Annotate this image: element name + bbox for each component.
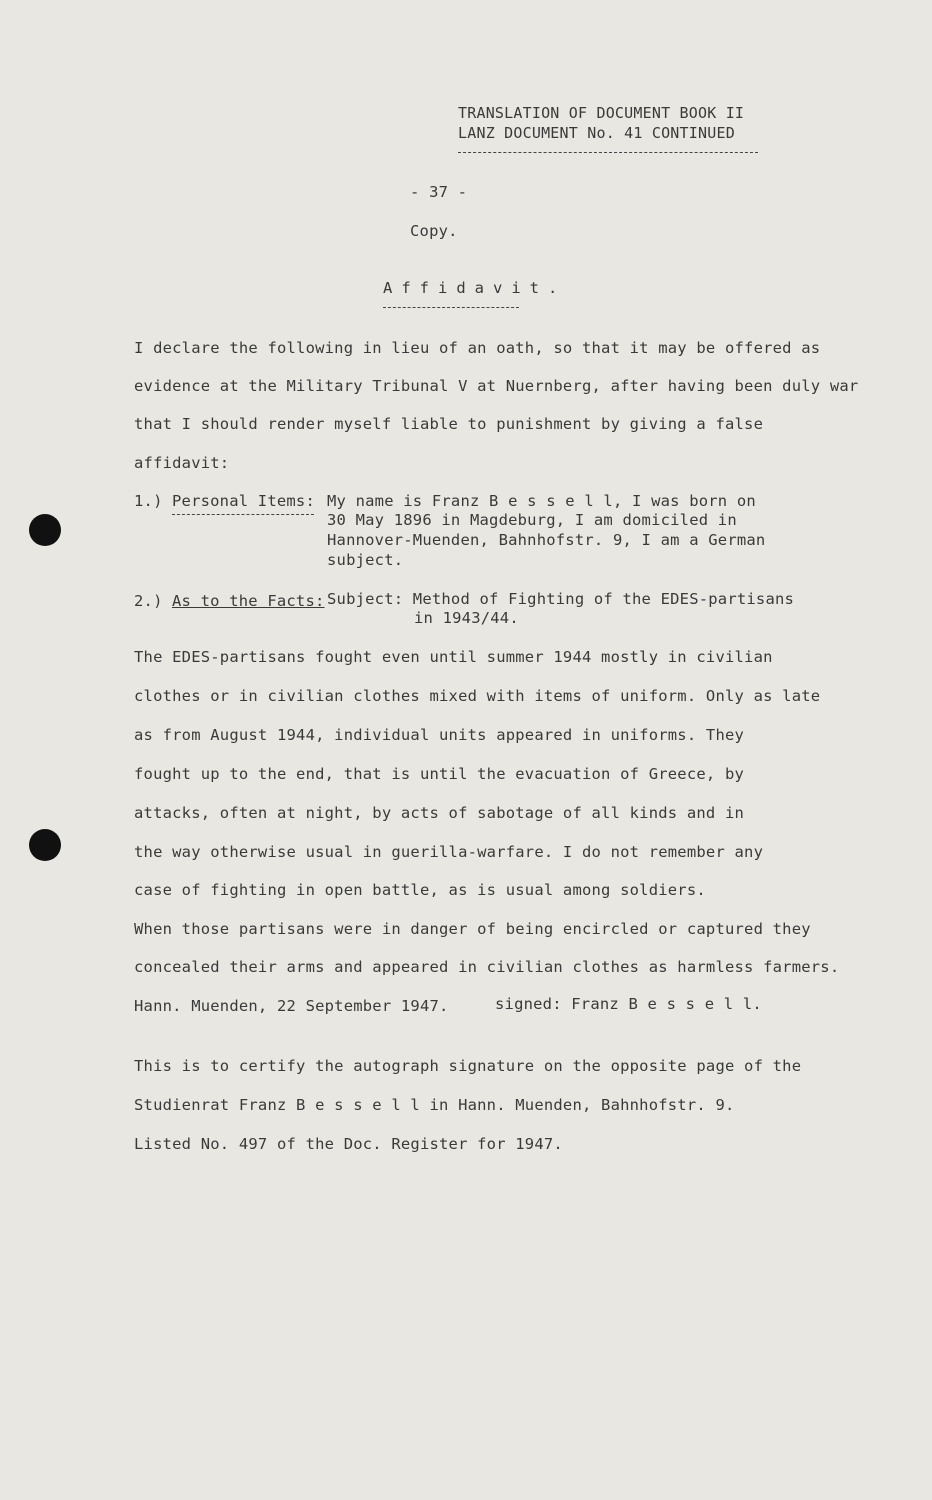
item-2-label: As to the Facts: xyxy=(172,592,325,610)
item-1-label: Personal Items: xyxy=(172,492,315,510)
intro-line: that I should render myself liable to punishment by giving a false xyxy=(134,415,764,433)
body-line: as from August 1944, individual units appeared in uniforms. They xyxy=(134,726,745,744)
title-rule xyxy=(383,307,519,308)
item-1-number: 1.) xyxy=(134,492,163,510)
intro-line: affidavit: xyxy=(134,454,230,472)
header-line-2: LANZ DOCUMENT No. 41 CONTINUED xyxy=(458,124,735,142)
page-number: - 37 - xyxy=(410,183,468,201)
item-1-line: subject. xyxy=(327,551,404,569)
signature-signed: signed: Franz B e s s e l l. xyxy=(495,995,762,1013)
body-line: attacks, often at night, by acts of sabotage of all kinds and in xyxy=(134,804,745,822)
affidavit-title: Affidavit. xyxy=(383,279,567,297)
punch-hole xyxy=(29,514,61,546)
body-line: the way otherwise usual in guerilla-warfare. I do not remember any xyxy=(134,843,764,861)
header-rule xyxy=(458,152,758,153)
item-1-line: 30 May 1896 in Magdeburg, I am domiciled in xyxy=(327,511,737,529)
body-line: When those partisans were in danger of being encircled or captured they xyxy=(134,920,811,938)
item-2-line: Subject: Method of Fighting of the EDES-partisans xyxy=(327,590,795,608)
certification-line: This is to certify the autograph signature on the opposite page of the xyxy=(134,1057,802,1075)
body-line: concealed their arms and appeared in civilian clothes as harmless farmers. xyxy=(134,958,840,976)
body-line: case of fighting in open battle, as is usual among soldiers. xyxy=(134,881,706,899)
body-line: fought up to the end, that is until the evacuation of Greece, by xyxy=(134,765,745,783)
header-line-1: TRANSLATION OF DOCUMENT BOOK II xyxy=(458,104,745,122)
item-2-line: in 1943/44. xyxy=(414,609,519,627)
certification-line: Studienrat Franz B e s s e l l in Hann. Muenden, Bahnhofstr. 9. xyxy=(134,1096,735,1114)
item-2-number: 2.) xyxy=(134,592,163,610)
item-1-label-rule xyxy=(172,514,314,515)
certification-line: Listed No. 497 of the Doc. Register for 1947. xyxy=(134,1135,563,1153)
intro-line: evidence at the Military Tribunal V at Nuernberg, after having been duly war xyxy=(134,377,859,395)
item-1-line: My name is Franz B e s s e l l, I was born on xyxy=(327,492,756,510)
item-1-line: Hannover-Muenden, Bahnhofstr. 9, I am a German xyxy=(327,531,766,549)
signature-place-date: Hann. Muenden, 22 September 1947. xyxy=(134,997,449,1015)
intro-line: I declare the following in lieu of an oath, so that it may be offered as xyxy=(134,339,821,357)
copy-label: Copy. xyxy=(410,222,458,240)
body-line: clothes or in civilian clothes mixed with items of uniform. Only as late xyxy=(134,687,821,705)
body-line: The EDES-partisans fought even until summer 1944 mostly in civilian xyxy=(134,648,773,666)
punch-hole xyxy=(29,829,61,861)
